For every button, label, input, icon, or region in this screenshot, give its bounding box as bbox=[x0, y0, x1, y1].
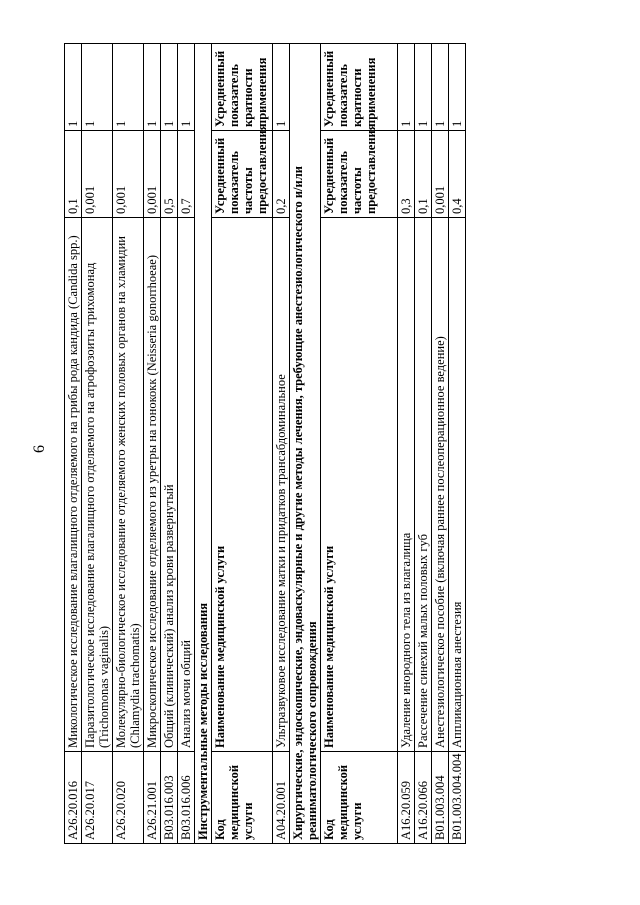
multiplicity-value: 1 bbox=[113, 44, 144, 131]
service-code: B01.003.004 bbox=[432, 752, 449, 844]
frequency-value: 0,001 bbox=[113, 131, 144, 218]
service-code: A16.20.066 bbox=[415, 752, 432, 844]
service-code: B03.016.006 bbox=[178, 752, 195, 844]
header-mult: Усредненный показатель кратности применения bbox=[212, 44, 273, 131]
header-freq: Усредненный показатель частоты предоставления bbox=[212, 131, 273, 218]
frequency-value: 0,7 bbox=[178, 131, 195, 218]
table-row bbox=[144, 44, 161, 844]
table-row bbox=[273, 44, 290, 844]
service-code: A26.20.017 bbox=[82, 752, 113, 844]
service-code: B03.016.003 bbox=[161, 752, 178, 844]
header-name: Наименование медицинской услуги bbox=[212, 218, 273, 752]
table-row bbox=[178, 44, 195, 844]
table-header-row bbox=[321, 44, 398, 844]
lab-rows bbox=[65, 44, 195, 844]
table-header-row bbox=[212, 44, 273, 844]
frequency-value: 0,001 bbox=[82, 131, 113, 218]
table-row bbox=[161, 44, 178, 844]
frequency-value: 0,4 bbox=[449, 131, 466, 218]
service-name: Общий (клинический) анализ крови развернутый bbox=[161, 218, 178, 752]
section-title: Хирургические, эндоскопические, эндоваскулярные и другие методы лечения, требующие анестезиологического и/или реаниматологического сопровождения bbox=[290, 44, 321, 844]
service-name: Паразитологическое исследование влагалищного отделяемого на атрофозоиты трихомонад (Trichomonas vaginalis) bbox=[82, 218, 113, 752]
rotated-page bbox=[64, 44, 584, 844]
surgical-rows bbox=[398, 44, 466, 844]
service-name: Анестезиологическое пособие (включая раннее послеоперационное ведение) bbox=[432, 218, 449, 752]
service-name: Анализ мочи общий bbox=[178, 218, 195, 752]
header-freq: Усредненный показатель частоты предоставления bbox=[321, 131, 398, 218]
service-name: Рассечение синехий малых половых губ bbox=[415, 218, 432, 752]
service-name: Микологическое исследование влагалищного отделяемого на грибы рода кандида (Candida spp.) bbox=[65, 218, 82, 752]
service-code: A04.20.001 bbox=[273, 752, 290, 844]
multiplicity-value: 1 bbox=[449, 44, 466, 131]
instrumental-rows bbox=[273, 44, 290, 844]
table-row bbox=[432, 44, 449, 844]
frequency-value: 0,1 bbox=[65, 131, 82, 218]
section-row-surgical bbox=[290, 44, 321, 844]
table-row bbox=[65, 44, 82, 844]
service-name: Молекулярно-биологическое исследование отделяемого женских половых органов на хламидии (Chlamydia trachomatis) bbox=[113, 218, 144, 752]
frequency-value: 0,1 bbox=[415, 131, 432, 218]
service-name: Удаление инородного тела из влагалища bbox=[398, 218, 415, 752]
frequency-value: 0,001 bbox=[144, 131, 161, 218]
section-row-instrumental bbox=[195, 44, 212, 844]
frequency-value: 0,001 bbox=[432, 131, 449, 218]
services-table bbox=[64, 43, 466, 844]
page-number: 6 bbox=[31, 445, 48, 453]
frequency-value: 0,2 bbox=[273, 131, 290, 218]
multiplicity-value: 1 bbox=[82, 44, 113, 131]
multiplicity-value: 1 bbox=[178, 44, 195, 131]
section-title: Инструментальные методы исследования bbox=[195, 44, 212, 844]
header-name: Наименование медицинской услуги bbox=[321, 218, 398, 752]
service-name: Аппликационная анестезия bbox=[449, 218, 466, 752]
table-row bbox=[82, 44, 113, 844]
service-code: A26.21.001 bbox=[144, 752, 161, 844]
table-row bbox=[449, 44, 466, 844]
multiplicity-value: 1 bbox=[432, 44, 449, 131]
service-code: A26.20.020 bbox=[113, 752, 144, 844]
multiplicity-value: 1 bbox=[415, 44, 432, 131]
frequency-value: 0,3 bbox=[398, 131, 415, 218]
service-name: Ультразвуковое исследование матки и придатков трансабдоминальное bbox=[273, 218, 290, 752]
table-row bbox=[398, 44, 415, 844]
multiplicity-value: 1 bbox=[144, 44, 161, 131]
multiplicity-value: 1 bbox=[161, 44, 178, 131]
multiplicity-value: 1 bbox=[398, 44, 415, 131]
header-mult: Усредненный показатель кратности применения bbox=[321, 44, 398, 131]
table-row bbox=[113, 44, 144, 844]
service-code: A26.20.016 bbox=[65, 752, 82, 844]
multiplicity-value: 1 bbox=[273, 44, 290, 131]
service-code: A16.20.059 bbox=[398, 752, 415, 844]
multiplicity-value: 1 bbox=[65, 44, 82, 131]
frequency-value: 0,5 bbox=[161, 131, 178, 218]
header-code: Код медицинской услуги bbox=[321, 752, 398, 844]
service-name: Микроскопическое исследование отделяемого из уретры на гонококк (Neisseria gonorrhoeae) bbox=[144, 218, 161, 752]
service-code: B01.003.004.004 bbox=[449, 752, 466, 844]
header-code: Код медицинской услуги bbox=[212, 752, 273, 844]
table-row bbox=[415, 44, 432, 844]
